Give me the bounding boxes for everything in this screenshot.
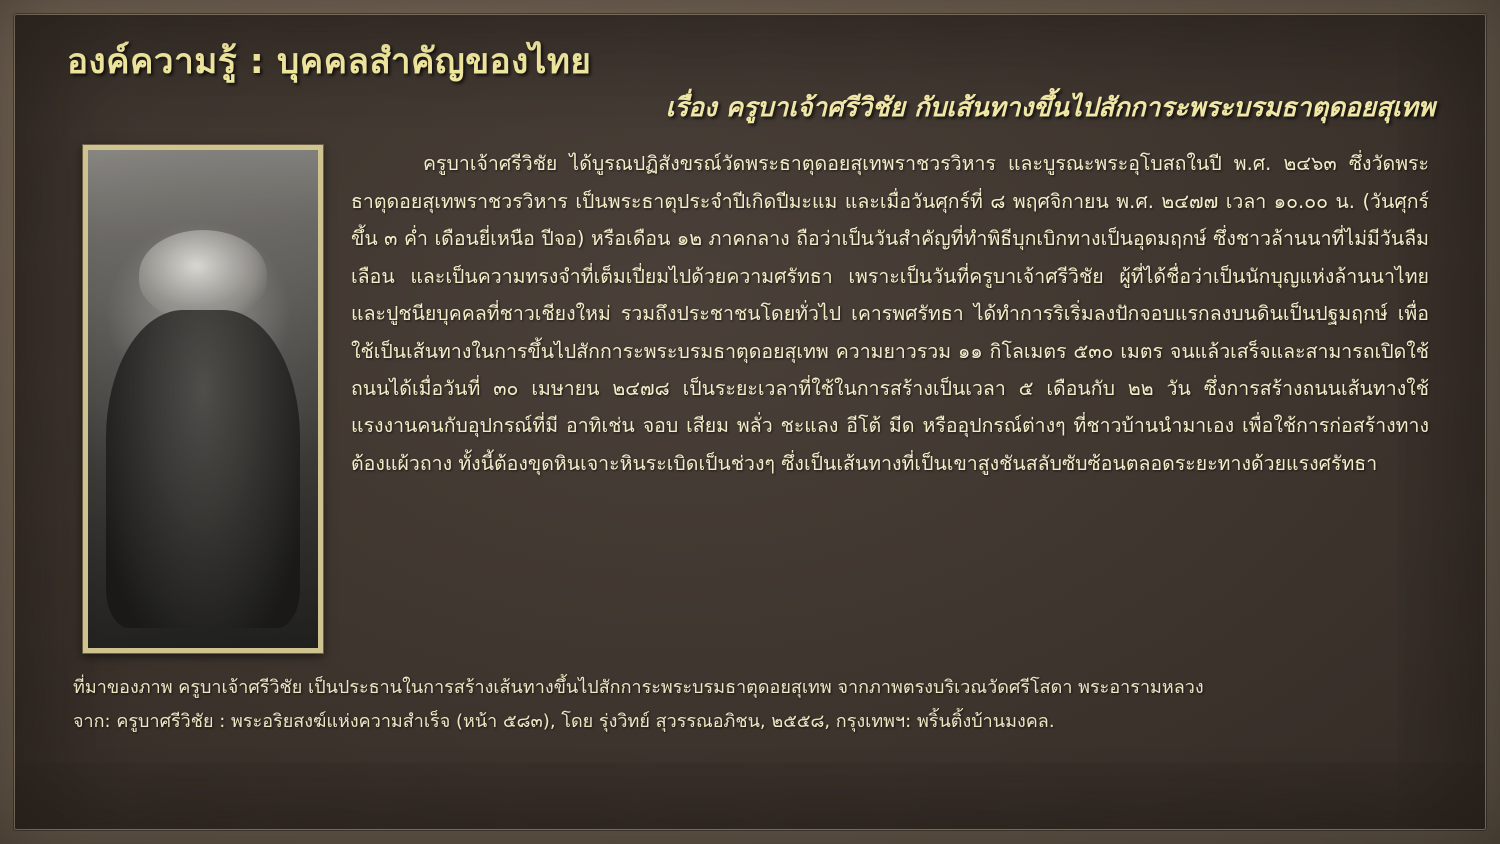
footer: [73, 671, 1433, 738]
page-subtitle: เรื่อง ครูบาเจ้าศรีวิชัย กับเส้นทางขึ้นไปสักการะพระบรมธาตุดอยสุเทพ: [665, 92, 1435, 123]
reference-line: จาก: ครูบาศรีวิชัย : พระอริยสงฆ์แห่งความสำเร็จ (หน้า ๕๘๓), โดย รุ่งวิทย์ สุวรรณอภิชน, ๒๕๕๘, กรุงเทพฯ: พริ้นติ้งบ้านมงคล.: [73, 710, 1055, 732]
content-area: [45, 145, 1455, 653]
page-title: องค์ความรู้ : บุคคลสำคัญของไทย: [67, 42, 592, 82]
historical-photo: [83, 145, 323, 653]
poster-inner-panel: [14, 14, 1486, 830]
body-paragraph: ครูบาเจ้าศรีวิชัย ได้บูรณปฏิสังขรณ์วัดพระธาตุดอยสุเทพราชวรวิหาร และบูรณะพระอุโบสถในปี พ.ศ. ๒๔๖๓ ซึ่งวัดพระธาตุดอยสุเทพราชวรวิหาร เป็นพระธาตุประจำปีเกิดปีมะแม และเมื่อวันศุกร์ที่ ๘ พฤศจิกายน พ.ศ. ๒๔๗๗ เวลา ๑๐.๐๐ น. (วันศุกร์ขึ้น ๓ ค่ำ เดือนยี่เหนือ ปีจอ) หรือเดือน ๑๒ ภาคกลาง ถือว่าเป็นวันสำคัญที่ทำพิธีบุกเบิกทางเป็นอุดมฤกษ์ ซึ่งชาวล้านนาที่ไม่มีวันลืมเลือน และเป็นความทรงจำที่เต็มเปี่ยมไปด้วยความศรัทธา เพราะเป็นวันที่ครูบาเจ้าศรีวิชัย ผู้ที่ได้ชื่อว่าเป็นนักบุญแห่งล้านนาไทย และปูชนียบุคคลที่ชาวเชียงใหม่ รวมถึงประชาชนโดยทั่วไป เคารพศรัทธา ได้ทำการริเริ่มลงปักจอบแรกลงบนดินเป็นปฐมฤกษ์ เพื่อใช้เป็นเส้นทางในการขึ้นไปสักการะพระบรมธาตุดอยสุเทพ ความยาวรวม ๑๑ กิโลเมตร ๕๓๐ เมตร จนแล้วเสร็จและสามารถเปิดใช้ถนนได้เมื่อวันที่ ๓๐ เมษายน ๒๔๗๘ เป็นระยะเวลาที่ใช้ในการสร้างเป็นเวลา ๕ เดือนกับ ๒๒ วัน ซึ่งการสร้างถนนเส้นทางใช้แรงงานคนกับอุปกรณ์ที่มี อาทิเช่น จอบ เสียม พลั่ว ชะแลง อีโต้ มีด หรืออุปกรณ์ต่างๆ ที่ชาวบ้านนำมาเอง เพื่อใช้การก่อสร้างทางต้องแผ้วถาง ทั้งนี้ต้องขุดหินเจาะหินระเบิดเป็นช่วงๆ ซึ่งเป็นเส้นทางที่เป็นเขาสูงชันสลับซับซ้อนตลอดระยะทางด้วยแรงศรัทธา: [351, 152, 1429, 475]
photo-source-line: ที่มาของภาพ ครูบาเจ้าศรีวิชัย เป็นประธานในการสร้างเส้นทางขึ้นไปสักการะพระบรมธาตุดอยสุเทพ จากภาพตรงบริเวณวัดศรีโสดา พระอารามหลวง: [73, 677, 1204, 699]
photo-image: [88, 150, 318, 648]
